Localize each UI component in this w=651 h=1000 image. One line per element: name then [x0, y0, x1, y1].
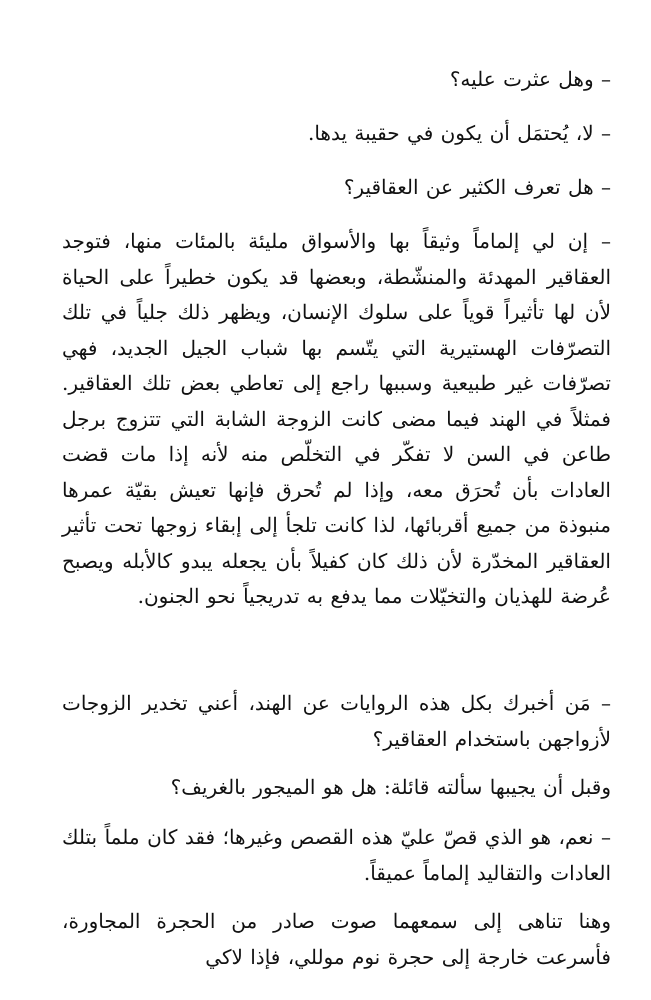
narration-paragraph: وهنا تناهى إلى سمعهما صوت صادر من الحجرة المجاورة، فأسرعت خارجة إلى حجرة نوم موللي، فإذا لاكي — [62, 909, 611, 969]
dialogue-line: – وهل عثرت عليه؟ — [449, 67, 611, 91]
dialogue-paragraph: – إن لي إلماماً وثيقاً بها والأسواق مليئة بالمئات منها، فتوجد العقاقير المهدئة والمنشّطة، وبعضها قد يكون خطيراً على الحياة لأن لها تأثيراً قوياً على سلوك الإنسان، ويظهر ذلك جلياً في تلك التصرّفات الهستيرية التي يتّسم بها شباب الجيل الجديد، فهي تصرّفات غير طبيعية وسببها راجع إلى تعاطي بعض تلك العقاقير. فمثلاً في الهند فيما مضى كانت الزوجة الشابة التي تتزوج برجل طاعن في السن لا تفكّر في التخلّص منه لأنه إذا مات قضت العادات بأن تُحرَق معه، وإذا لم تُحرق فإنها تعيش بقيّة عمرها منبوذة من جميع أقربائها، لذا كانت تلجأ إلى إبقاء زوجها تحت تأثير العقاقير المخدّرة لأن ذلك كان كفيلاً بأن يجعله يبدو كالأبله ويصبح عُرضة للهذيان والتخيّلات مما يدفع به تدريجياً نحو الجنون. — [62, 229, 611, 608]
dialogue-paragraph: – مَن أخبرك بكل هذه الروايات عن الهند، أعني تخدير الزوجات لأزواجهن باستخدام العقاقير؟ — [62, 691, 611, 751]
dialogue-paragraph: – نعم، هو الذي قصّ عليّ هذه القصص وغيرها؛ فقد كان ملماً بتلك العادات والتقاليد إلماماً عميقاً. — [62, 825, 611, 885]
narration-line: وقبل أن يجيبها سألته قائلة: هل هو الميجور بالغريف؟ — [170, 775, 611, 799]
dialogue-line: – لا، يُحتمَل أن يكون في حقيبة يدها. — [307, 121, 611, 145]
dialogue-line: – هل تعرف الكثير عن العقاقير؟ — [343, 175, 611, 199]
